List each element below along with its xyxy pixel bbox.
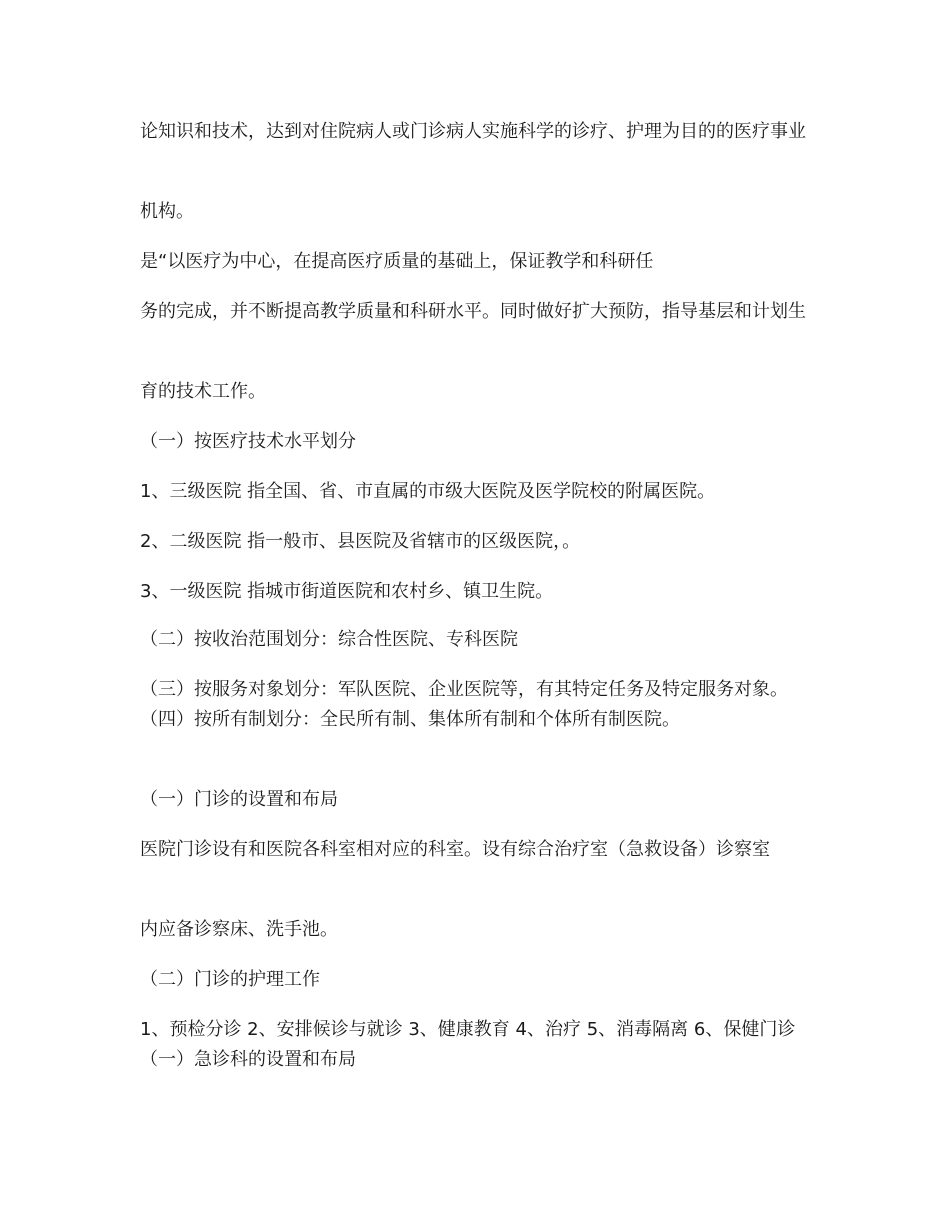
paragraph-5: 育的技术工作。 bbox=[140, 381, 266, 402]
list-item-tier-1: 3、一级医院 指城市街道医院和农村乡、镇卫生院。 bbox=[140, 581, 554, 602]
paragraph-exam-room: 内应备诊察床、洗手池。 bbox=[140, 919, 338, 940]
section-heading-outpatient-nursing: （二）门诊的护理工作 bbox=[140, 969, 320, 990]
section-heading-outpatient-layout: （一）门诊的设置和布局 bbox=[140, 789, 338, 810]
paragraph-outpatient-rooms: 医院门诊设有和医院各科室相对应的科室。设有综合治疗室（急救设备）诊察室 bbox=[140, 839, 770, 860]
paragraph-1: 论知识和技术，达到对住院病人或门诊病人实施科学的诊疗、护理为目的的医疗事业 bbox=[140, 121, 806, 142]
section-heading-by-tech-level: （一）按医疗技术水平划分 bbox=[140, 431, 356, 452]
list-item-tier-2: 2、二级医院 指一般市、县医院及省辖市的区级医院，。 bbox=[140, 531, 581, 552]
list-item-tier-3: 1、三级医院 指全国、省、市直属的市级大医院及医学院校的附属医院。 bbox=[140, 481, 716, 502]
paragraph-3: 是“以医疗为中心，在提高医疗质量的基础上，保证教学和科研任 bbox=[140, 251, 654, 272]
paragraph-2: 机构。 bbox=[140, 201, 194, 222]
paragraph-nursing-tasks: 1、预检分诊 2、安排候诊与就诊 3、健康教育 4、治疗 5、消毒隔离 6、保健门诊 （一）急诊科的设置和布局 bbox=[140, 1019, 796, 1070]
paragraph-4: 务的完成，并不断提高教学质量和科研水平。同时做好扩大预防，指导基层和计划生 bbox=[140, 301, 806, 322]
section-heading-by-scope: （二）按收治范围划分：综合性医院、专科医院 bbox=[140, 629, 518, 650]
paragraph-service-ownership: （三）按服务对象划分：军队医院、企业医院等，有其特定任务及特定服务对象。 （四）按所有制划分：全民所有制、集体所有制和个体所有制医院。 bbox=[140, 679, 788, 730]
